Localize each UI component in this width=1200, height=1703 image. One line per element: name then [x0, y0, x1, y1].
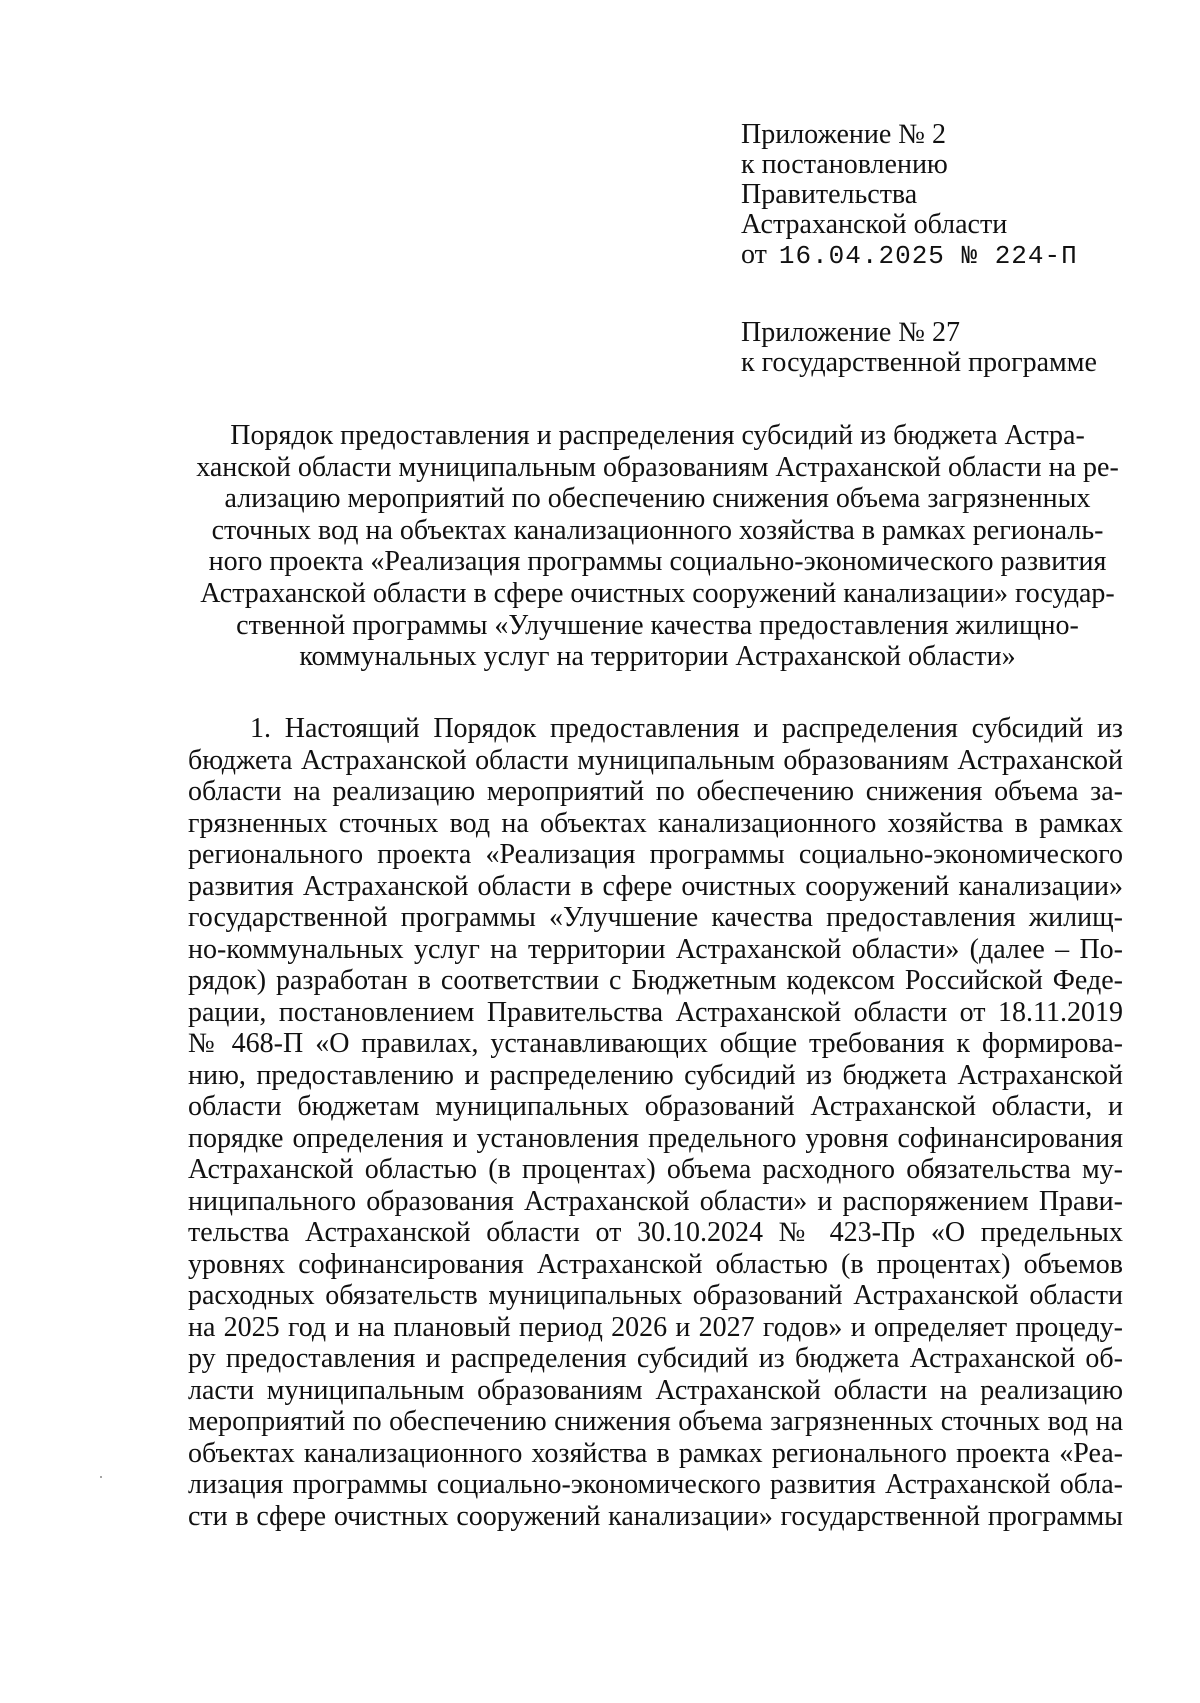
- paragraph-line: но-коммунальных услуг на территории Астраханской области» (далее – По-: [188, 933, 1123, 965]
- title-line: ного проекта «Реализация программы социально-экономического развития: [208, 546, 1107, 578]
- paragraph-line: развития Астраханской области в сфере очистных сооружений канализации»: [188, 870, 1123, 902]
- resolution-date-stamp: 16.04.2025 № 224-П: [778, 241, 1078, 271]
- paragraph-line: уровнях софинансирования Астраханской областью (в процентах) объемов: [188, 1248, 1123, 1280]
- program-appendix-line: Приложение № 27: [741, 317, 960, 348]
- document-title: [190, 420, 1125, 673]
- paragraph-line: лизация программы социально-экономического развития Астраханской обла-: [188, 1469, 1123, 1500]
- title-line: Астраханской области в сфере очистных сооружений канализации» государ-: [200, 577, 1115, 609]
- resolution-date-line: [741, 240, 1078, 271]
- paragraph-line: области бюджетам муниципальных образований Астраханской области, и: [188, 1091, 1123, 1122]
- title-line: сточных вод на объектах канализационного хозяйства в рамках региональ-: [211, 514, 1104, 546]
- paragraph-line: сти в сфере очистных сооружений канализации» государственной программы: [188, 1500, 1123, 1532]
- paragraph-line: грязненных сточных вод на объектах канализационного хозяйства в рамках: [188, 807, 1123, 839]
- paragraph-line: № 468-П «О правилах, устанавливающих общие требования к формирова-: [188, 1028, 1123, 1059]
- date-prefix: от: [741, 239, 767, 270]
- paragraph-line: Астраханской областью (в процентах) объема расходного обязательства му-: [188, 1154, 1123, 1185]
- paragraph-line: нию, предоставлению и распределению субсидий из бюджета Астраханской: [188, 1059, 1123, 1091]
- paragraph-line: расходных обязательств муниципальных образований Астраханской области: [188, 1280, 1123, 1311]
- paragraph-line: рации, постановлением Правительства Астраханской области от 18.11.2019: [188, 996, 1123, 1028]
- paragraph-line: бюджета Астраханской области муниципальным образованиям Астраханской: [188, 744, 1123, 776]
- appendix-header-line: Приложение № 2: [741, 119, 946, 150]
- appendix-header: [741, 120, 1078, 271]
- paragraph-line: государственной программы «Улучшение качества предоставления жилищ-: [188, 902, 1123, 933]
- title-line: Порядок предоставления и распределения субсидий из бюджета Астра-: [230, 420, 1085, 451]
- appendix-header-line: к постановлению: [741, 149, 948, 180]
- paragraph-line: объектах канализационного хозяйства в рамках регионального проекта «Реа-: [188, 1437, 1123, 1469]
- paragraph-line: мероприятий по обеспечению снижения объема загрязненных сточных вод на: [188, 1406, 1123, 1437]
- appendix-header-line: Астраханской области: [741, 209, 1008, 240]
- paragraph-line: ниципального образования Астраханской области» и распоряжением Прави-: [188, 1185, 1123, 1217]
- paragraph-line: на 2025 год и на плановый период 2026 и 2027 годов» и определяет процеду-: [188, 1311, 1123, 1343]
- paragraph-line: ласти муниципальным образованиям Астраханской области на реализацию: [188, 1374, 1123, 1406]
- scan-speck: [100, 1476, 102, 1478]
- title-line: ханской области муниципальным образованиям Астраханской области на ре-: [196, 451, 1119, 483]
- paragraph-line: области на реализацию мероприятий по обеспечению снижения объема за-: [188, 776, 1123, 807]
- paragraph-line: ру предоставления и распределения субсидий из бюджета Астраханской об-: [188, 1343, 1123, 1374]
- paragraph-1: [188, 713, 1123, 1532]
- paragraph-line: рядок) разработан в соответствии с Бюджетным кодексом Российской Феде-: [188, 965, 1123, 996]
- program-appendix-header: [741, 318, 1097, 378]
- title-line: ализацию мероприятий по обеспечению снижения объема загрязненных: [224, 483, 1091, 515]
- appendix-header-line: Правительства: [741, 179, 918, 210]
- paragraph-line: тельства Астраханской области от 30.10.2024 № 423-Пр «О предельных: [188, 1217, 1123, 1248]
- paragraph-line: 1. Настоящий Порядок предоставления и распределения субсидий из: [250, 713, 1123, 744]
- title-line: ственной программы «Улучшение качества предоставления жилищно-: [236, 609, 1079, 641]
- title-line: коммунальных услуг на территории Астраханской области»: [299, 641, 1016, 673]
- program-appendix-line: к государственной программе: [741, 347, 1097, 378]
- paragraph-line: регионального проекта «Реализация программы социально-экономического: [188, 839, 1123, 870]
- paragraph-line: порядке определения и установления предельного уровня софинансирования: [188, 1122, 1123, 1154]
